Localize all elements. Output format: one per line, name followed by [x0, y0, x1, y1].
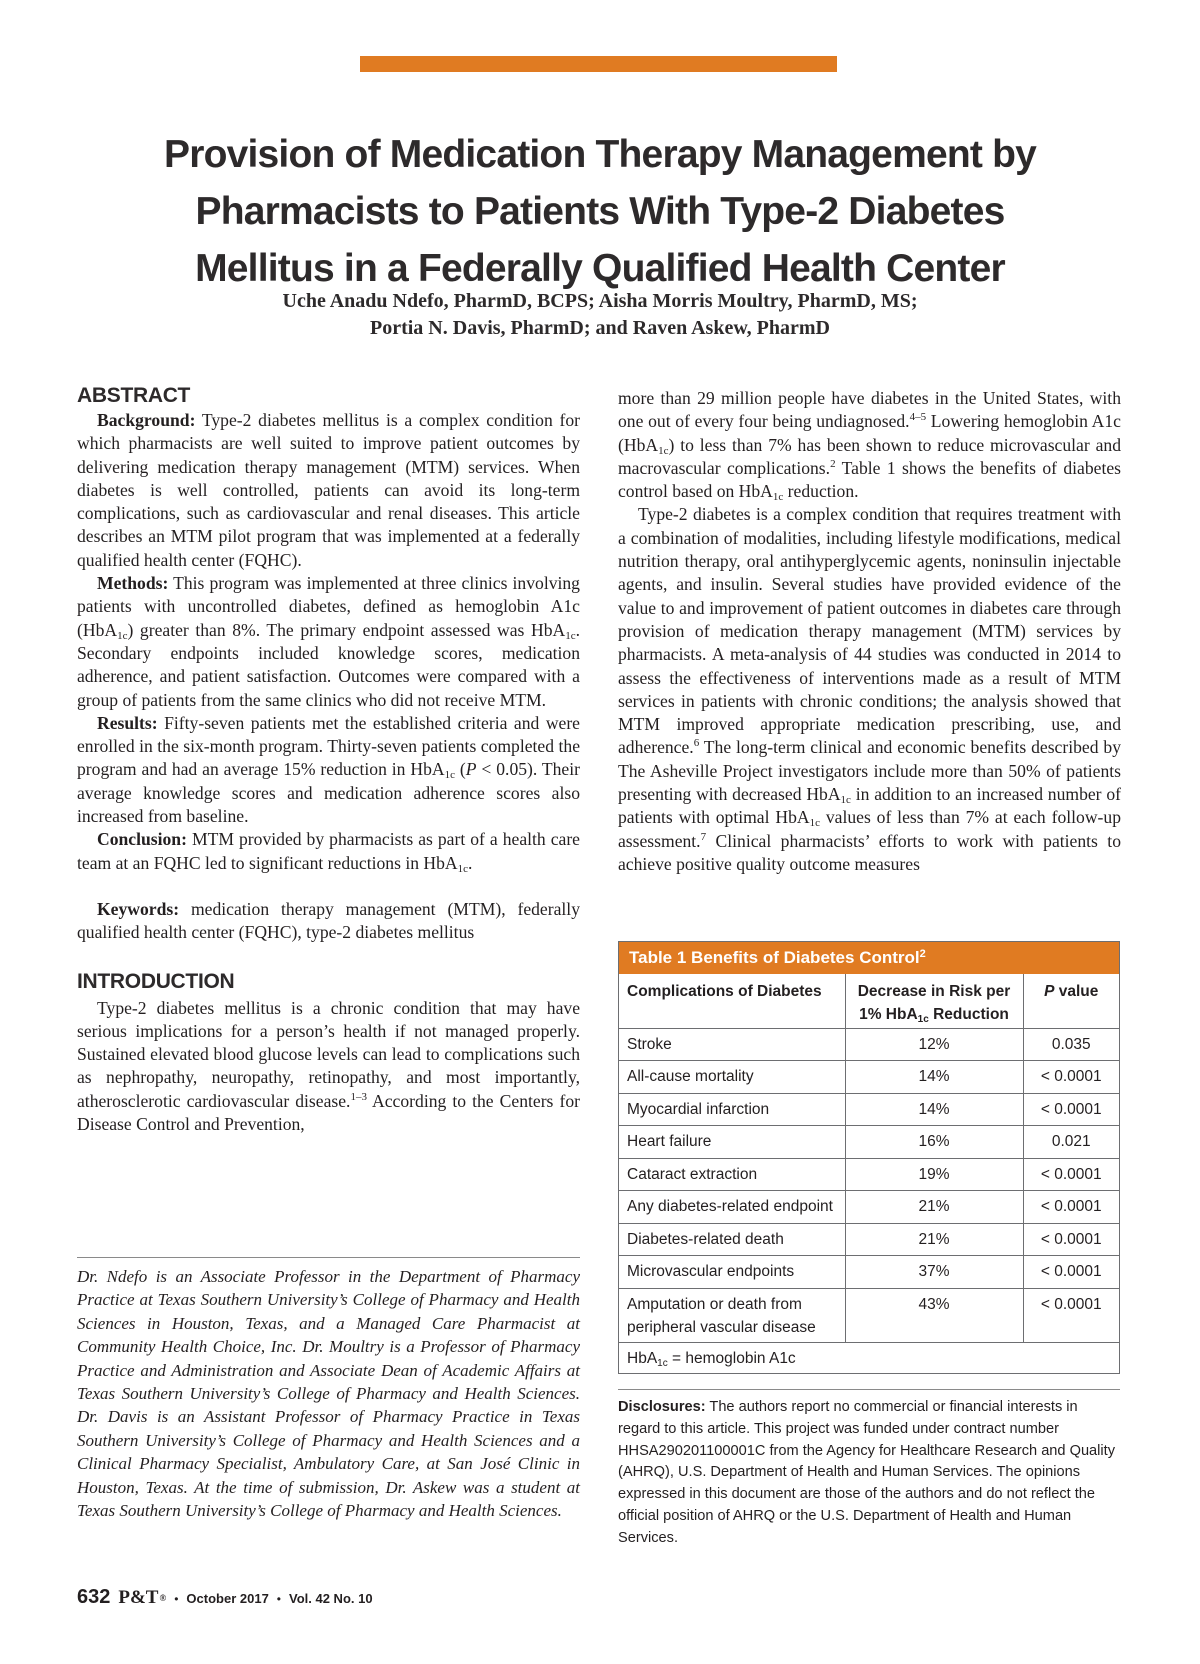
table-row — [619, 1191, 1119, 1224]
separator-dot: • — [174, 1592, 179, 1606]
cell-complication: Any diabetes-related endpoint — [619, 1191, 845, 1224]
separator-dot: • — [276, 1592, 281, 1606]
right-text-c: ) to less than 7% has been shown to reduce microvascular and macrovascular complications. — [618, 434, 1121, 478]
author-bio: Dr. Ndefo is an Associate Professor in the Department of Pharmacy Practice at Texas Southern University’s College of Pharmacy and Health Sciences in Houston, Texas, and a Managed Care Pharmacist at Community Health Choice, Inc. Dr. Moultry is a Professor of Pharmacy Practice and Administration and Associate Dean of Academic Affairs at Texas Southern University’s College of Pharmacy and Health Sciences. Dr. Davis is an Assistant Professor of Pharmacy Practice in Texas Southern University’s College of Pharmacy and Health Sciences and a Clinical Pharmacy Specialist, Ambulatory Care, at San José Clinic in Houston, Texas. At the time of submission, Dr. Askew was a student at Texas Southern University’s College of Pharmacy and Health Sciences. — [77, 1267, 580, 1521]
table-row — [619, 1256, 1119, 1289]
cell-complication: Amputation or death from peripheral vascular disease — [619, 1288, 845, 1342]
right-text-e: reduction. — [783, 481, 859, 502]
right-text-h: in addition to an increased number of patients with optimal HbA — [618, 784, 1121, 828]
right-column-body — [618, 387, 1121, 876]
subscript: 1c — [117, 629, 128, 642]
p-symbol: P — [465, 759, 477, 780]
citation-superscript: 1–3 — [350, 1090, 367, 1103]
table-row — [619, 1288, 1119, 1342]
article-title — [60, 126, 1140, 297]
cell-complication: Microvascular endpoints — [619, 1256, 845, 1289]
results-text-a: Fifty-seven patients met the established criteria and were enrolled in the six-month program. Thirty-seven patients completed the program and had an average 15% reduction in HbA — [77, 712, 580, 780]
table-header-row — [619, 974, 1119, 1028]
citation-superscript: 6 — [693, 737, 700, 750]
top-accent-bar — [360, 56, 837, 72]
keywords — [77, 898, 580, 945]
abstract-background — [77, 409, 580, 572]
cell-p-value: < 0.0001 — [1023, 1093, 1119, 1126]
cell-decrease: 37% — [845, 1256, 1023, 1289]
introduction-heading: INTRODUCTION — [77, 969, 235, 993]
cell-decrease: 14% — [845, 1093, 1023, 1126]
registered-mark: ® — [159, 1593, 167, 1603]
table-row — [619, 1126, 1119, 1159]
table-caption-text: Table 1 Benefits of Diabetes Control — [629, 948, 920, 967]
abstract-heading: ABSTRACT — [77, 384, 191, 407]
header-decrease-line-1: Decrease in Risk per — [857, 983, 1011, 1000]
header-decrease-line-2b: Reduction — [928, 1006, 1009, 1023]
journal-name-text: P&T — [118, 1587, 159, 1608]
cell-p-value: < 0.0001 — [1023, 1191, 1119, 1224]
right-text-j: Clinical pharmacists’ efforts to work with patients to achieve positive quality outcome measures — [618, 830, 1121, 874]
cell-decrease: 21% — [845, 1223, 1023, 1256]
benefits-table-grid — [619, 974, 1119, 1343]
footnote-text-b: = hemoglobin A1c — [667, 1349, 796, 1367]
right-text-i: values of less than 7% at each follow-up assessment. — [618, 807, 1121, 851]
citation-superscript: 2 — [830, 457, 836, 470]
abstract-conclusion — [77, 828, 580, 875]
authors-line-2: Portia N. Davis, PharmD; and Raven Askew, PharmD — [370, 317, 830, 339]
cell-p-value: 0.021 — [1023, 1126, 1119, 1159]
page-number: 632 — [77, 1586, 111, 1608]
right-text-d: Table 1 shows the benefits of diabetes control based on HbA — [618, 457, 1121, 502]
subscript: 1c — [840, 794, 851, 807]
table-row — [619, 1093, 1119, 1126]
conclusion-text-b: . — [468, 852, 473, 873]
table-footnote — [619, 1343, 1119, 1376]
authors-line-1: Uche Anadu Ndefo, PharmD, BCPS; Aisha Morris Moultry, PharmD, MS; — [282, 290, 918, 312]
background-label: Background: — [97, 410, 196, 430]
abstract-results: Results: Fifty-seven patients met the established criteria and were enrolled in the six-month program. Thirty-seven patients completed the program and had an average 15% reduction in HbA$_{1c}$ (P < 0.05). Their average knowledge scores and medication adherence scores also increased from baseline. — [77, 712, 580, 827]
methods-text-c: . Secondary endpoints included knowledge scores, medication adherence, and patient satisfaction. Outcomes were compared with a group of patients from the same clinics who did not receive MTM. — [77, 619, 580, 710]
cell-decrease: 43% — [845, 1288, 1023, 1342]
table-row — [619, 1158, 1119, 1191]
right-text-g: The long-term clinical and economic benefits described by The Asheville Project investigators include more than 50% of patients presenting with decreased HbA — [618, 737, 1121, 805]
subscript: 1c — [657, 1357, 668, 1369]
results-label: Results: — [97, 712, 158, 733]
keywords-text: medication therapy management (MTM), federally qualified health center (FQHC), type-2 diabetes mellitus — [77, 898, 580, 943]
cell-complication: Diabetes-related death — [619, 1223, 845, 1256]
intro-text-b: According to the Centers for Disease Control and Prevention, — [77, 1090, 580, 1135]
title-line-2: Pharmacists to Patients With Type-2 Diabetes — [195, 190, 1005, 233]
header-p-rest: value — [1054, 983, 1099, 1000]
right-text-b: Lowering hemoglobin A1c (HbA — [618, 411, 1121, 455]
cell-complication: Stroke — [619, 1028, 845, 1061]
header-decrease-line-2: 1% HbA — [859, 1006, 918, 1023]
right-paragraph-2 — [618, 503, 1121, 876]
title-line-3: Mellitus in a Federally Qualified Health Center — [195, 247, 1005, 290]
disclosures-label: Disclosures: — [618, 1399, 706, 1415]
p-symbol: P — [1044, 983, 1055, 1000]
methods-label: Methods: — [97, 573, 169, 594]
keywords-label: Keywords: — [97, 898, 180, 919]
cell-decrease: 14% — [845, 1061, 1023, 1094]
cell-decrease: 19% — [845, 1158, 1023, 1191]
cell-complication: Myocardial infarction — [619, 1093, 845, 1126]
intro-text-a: Type-2 diabetes mellitus is a chronic condition that may have serious implications for a person’s health if not managed properly. Sustained elevated blood glucose levels can lead to complications such as nephropathy, neuropathy, retinopathy, and most importantly, atherosclerotic cardiovascular disease. — [77, 997, 580, 1111]
cell-p-value: < 0.0001 — [1023, 1223, 1119, 1256]
table-row — [619, 1223, 1119, 1256]
cell-decrease: 12% — [845, 1028, 1023, 1061]
citation-superscript: 4–5 — [909, 411, 927, 424]
cell-p-value: 0.035 — [1023, 1028, 1119, 1061]
issue-volume: Vol. 42 No. 10 — [289, 1591, 373, 1606]
introduction-paragraph — [77, 997, 580, 1137]
subscript: 1c — [917, 1014, 929, 1025]
results-text-b: < 0.05). Their average knowledge scores and medication adherence scores also increased from baseline. — [77, 759, 580, 827]
left-column — [77, 383, 580, 1136]
footnote-text-a: HbA — [627, 1349, 658, 1367]
right-column — [618, 387, 1121, 876]
subscript: 1c — [772, 491, 784, 504]
conclusion-label: Conclusion: — [97, 829, 187, 850]
cell-decrease: 21% — [845, 1191, 1023, 1224]
citation-superscript: 2 — [919, 948, 926, 960]
cell-complication: Cataract extraction — [619, 1158, 845, 1191]
table-caption — [619, 942, 1119, 974]
cell-p-value: < 0.0001 — [1023, 1256, 1119, 1289]
journal-name — [118, 1587, 166, 1609]
subscript: 1c — [809, 817, 820, 830]
conclusion-text-a: MTM provided by pharmacists as part of a health care team at an FQHC led to significant reductions in HbA — [77, 829, 580, 873]
issue-date: October 2017 — [186, 1591, 269, 1606]
cell-p-value: < 0.0001 — [1023, 1158, 1119, 1191]
subscript: 1c — [658, 444, 669, 457]
benefits-table — [618, 941, 1120, 1374]
citation-superscript: 7 — [700, 830, 707, 843]
background-text: Type-2 diabetes mellitus is a complex condition for which pharmacists are well suited to improve patient outcomes by delivering medication therapy management (MTM) services. When diabetes is well controlled, patients can avoid its long-term complications, such as cardiovascular and renal diseases. This article describes an MTM pilot program that was implemented at a federally qualified health center (FQHC). — [77, 410, 580, 570]
table-row — [619, 1061, 1119, 1094]
disclosures — [618, 1397, 1120, 1550]
introduction-body — [77, 997, 580, 1137]
cell-complication: All-cause mortality — [619, 1061, 845, 1094]
cell-complication: Heart failure — [619, 1126, 845, 1159]
cell-p-value: < 0.0001 — [1023, 1288, 1119, 1342]
subscript: 1c — [457, 862, 469, 875]
cell-p-value: < 0.0001 — [1023, 1061, 1119, 1094]
subscript: 1c — [565, 629, 576, 642]
right-text-f: Type-2 diabetes is a complex condition that requires treatment with a combination of modalities, including lifestyle modifications, medical nutrition therapy, oral antihyperglycemic agents, noninsulin injectable agents, and insulin. Several studies have provided evidence of the value to and improvement of patient outcomes in diabetes care through provision of medication therapy management (MTM) services by pharmacists. A meta-analysis of 44 studies was conducted in 2014 to assess the effectiveness of interventions made as a result of MTM services in patients with chronic conditions; the analysis showed that MTM improved appropriate medication prescribing, use, and adherence. — [618, 504, 1121, 758]
header-complications: Complications of Diabetes — [619, 974, 845, 1028]
page-footer — [77, 1586, 373, 1614]
abstract-body — [77, 409, 580, 945]
header-p-value — [1023, 974, 1119, 1028]
methods-text-b: ) greater than 8%. The primary endpoint assessed was HbA — [127, 619, 566, 640]
cell-decrease: 16% — [845, 1126, 1023, 1159]
abstract-methods — [77, 572, 580, 712]
table-row — [619, 1028, 1119, 1061]
header-decrease — [845, 974, 1023, 1028]
disclosures-text: The authors report no commercial or financial interests in regard to this article. This project was funded under contract number HHSA290201100001C from the Agency for Healthcare Research and Quality (AHRQ), U.S. Department of Health and Human Services. The opinions expressed in this document are those of the authors and do not reflect the official position of AHRQ or the U.S. Department of Health and Human Services. — [618, 1399, 1116, 1546]
author-list — [60, 288, 1140, 342]
bio-divider — [77, 1257, 580, 1258]
right-text-a: more than 29 million people have diabetes in the United States, with one out of every four being undiagnosed. — [618, 388, 1121, 432]
disclosures-divider — [618, 1389, 1120, 1390]
right-paragraph-1 — [618, 387, 1121, 503]
title-line-1: Provision of Medication Therapy Management by — [164, 133, 1036, 176]
methods-text-a: This program was implemented at three clinics involving patients with uncontrolled diabetes, defined as hemoglobin A1c (HbA — [77, 573, 580, 640]
subscript: 1c — [444, 769, 455, 782]
